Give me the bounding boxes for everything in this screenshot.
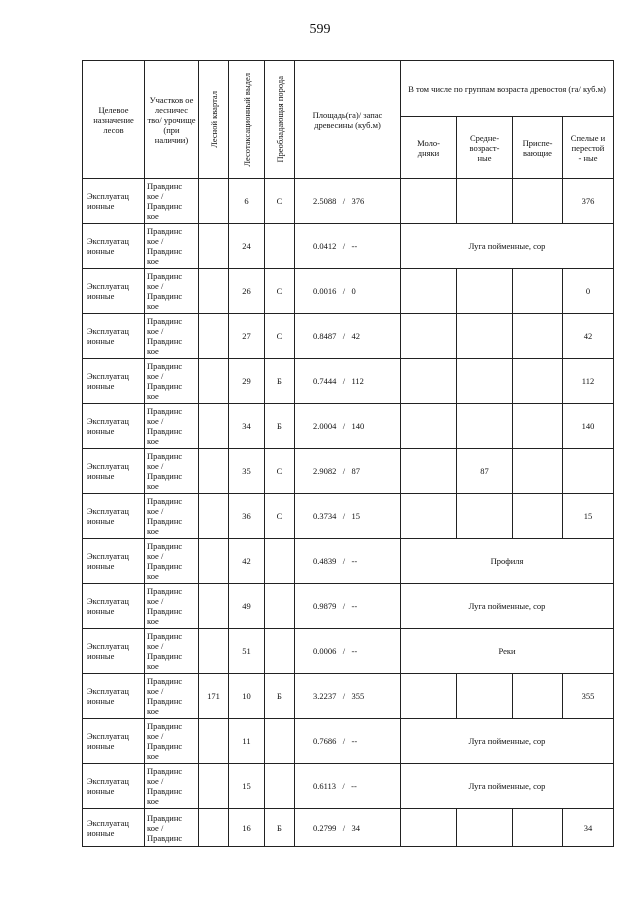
cell-middle [457,494,513,539]
cell-allotment: 26 [229,269,265,314]
cell-maturing [513,674,563,719]
cell-area: 0.9879 / -- [295,584,401,629]
header-site: Участков ое лесничес тво/ урочище (при наличии) [145,61,199,179]
cell-area: 0.8487 / 42 [295,314,401,359]
cell-mature: 0 [563,269,614,314]
cell-quarter [199,404,229,449]
cell-mature [563,449,614,494]
cell-middle [457,269,513,314]
cell-site: Правдинс кое / Правдинс кое [145,629,199,674]
cell-age-note: Луга пойменные, сор [401,584,614,629]
header-allotment: Лесотаксационный выдел [241,72,252,167]
cell-area: 3.2237 / 355 [295,674,401,719]
cell-quarter [199,719,229,764]
cell-middle [457,314,513,359]
cell-area: 0.0016 / 0 [295,269,401,314]
cell-maturing [513,179,563,224]
cell-site: Правдинс кое / Правдинс кое [145,224,199,269]
cell-young [401,314,457,359]
table-row [83,809,614,847]
cell-middle [457,179,513,224]
cell-young [401,404,457,449]
cell-site: Правдинс кое / Правдинс кое [145,719,199,764]
cell-maturing [513,449,563,494]
table-row [83,269,614,314]
cell-young [401,359,457,404]
header-purpose: Целевое назначение лесов [83,61,145,179]
cell-allotment: 51 [229,629,265,674]
cell-middle [457,674,513,719]
cell-allotment: 34 [229,404,265,449]
cell-middle: 87 [457,449,513,494]
cell-purpose: Эксплуатац ионные [83,674,145,719]
cell-quarter [199,179,229,224]
cell-mature: 112 [563,359,614,404]
cell-allotment: 29 [229,359,265,404]
cell-allotment: 36 [229,494,265,539]
cell-area: 0.0006 / -- [295,629,401,674]
header-species: Преобладающая порода [274,76,285,163]
cell-purpose: Эксплуатац ионные [83,449,145,494]
cell-species [265,719,295,764]
cell-species: С [265,494,295,539]
cell-site: Правдинс кое / Правдинс кое [145,584,199,629]
cell-site: Правдинс кое / Правдинс кое [145,494,199,539]
cell-mature: 34 [563,809,614,847]
cell-maturing [513,314,563,359]
cell-species: Б [265,404,295,449]
cell-species [265,539,295,584]
cell-allotment: 24 [229,224,265,269]
cell-area: 0.0412 / -- [295,224,401,269]
cell-middle [457,809,513,847]
header-area: Площадь(га)/ запас древесины (куб.м) [295,61,401,179]
table-row [83,404,614,449]
cell-maturing [513,359,563,404]
cell-age-note: Луга пойменные, сор [401,224,614,269]
cell-site: Правдинс кое / Правдинс кое [145,314,199,359]
cell-age-note: Реки [401,629,614,674]
cell-purpose: Эксплуатац ионные [83,764,145,809]
cell-quarter [199,539,229,584]
header-mature: Спелые и перестой - ные [563,117,614,179]
cell-maturing [513,269,563,314]
cell-quarter [199,494,229,539]
cell-purpose: Эксплуатац ионные [83,269,145,314]
cell-site: Правдинс кое / Правдинс кое [145,539,199,584]
header-middle: Средне- возраст- ные [457,117,513,179]
cell-area: 2.0004 / 140 [295,404,401,449]
cell-maturing [513,404,563,449]
table-row [83,764,614,809]
header-maturing: Приспе- вающие [513,117,563,179]
cell-purpose: Эксплуатац ионные [83,809,145,847]
cell-quarter [199,224,229,269]
header-age-groups: В том числе по группам возраста древостоя (га/ куб.м) [401,61,614,117]
cell-middle [457,359,513,404]
cell-purpose: Эксплуатац ионные [83,494,145,539]
table-row [83,674,614,719]
table-row [83,539,614,584]
cell-mature: 376 [563,179,614,224]
cell-purpose: Эксплуатац ионные [83,359,145,404]
table-row [83,494,614,539]
cell-species: С [265,269,295,314]
cell-quarter [199,584,229,629]
cell-young [401,269,457,314]
cell-species: Б [265,674,295,719]
cell-allotment: 6 [229,179,265,224]
cell-area: 0.4839 / -- [295,539,401,584]
header-young: Моло- дняки [401,117,457,179]
cell-young [401,494,457,539]
cell-allotment: 16 [229,809,265,847]
table-row [83,719,614,764]
cell-site: Правдинс кое / Правдинс кое [145,764,199,809]
cell-species [265,764,295,809]
cell-allotment: 15 [229,764,265,809]
cell-young [401,449,457,494]
cell-site: Правдинс кое / Правдинс кое [145,449,199,494]
cell-quarter [199,449,229,494]
cell-mature: 355 [563,674,614,719]
header-quarter: Лесной квартал [208,91,219,148]
cell-allotment: 35 [229,449,265,494]
cell-area: 0.2799 / 34 [295,809,401,847]
cell-quarter [199,809,229,847]
cell-site: Правдинс кое / Правдинс кое [145,179,199,224]
cell-allotment: 10 [229,674,265,719]
cell-allotment: 11 [229,719,265,764]
cell-purpose: Эксплуатац ионные [83,629,145,674]
cell-area: 0.3734 / 15 [295,494,401,539]
page-number: 599 [309,22,331,37]
cell-quarter [199,764,229,809]
cell-species: Б [265,359,295,404]
cell-maturing [513,809,563,847]
table-row [83,314,614,359]
table-row [83,179,614,224]
cell-quarter: 171 [199,674,229,719]
cell-purpose: Эксплуатац ионные [83,179,145,224]
cell-site: Правдинс кое / Правдинс кое [145,269,199,314]
table-row [83,629,614,674]
table-row [83,584,614,629]
cell-species: Б [265,809,295,847]
cell-quarter [199,269,229,314]
cell-species: С [265,179,295,224]
cell-purpose: Эксплуатац ионные [83,404,145,449]
forest-table [82,60,614,847]
cell-purpose: Эксплуатац ионные [83,224,145,269]
cell-species [265,224,295,269]
cell-site: Правдинс кое / Правдинс кое [145,674,199,719]
cell-species: С [265,314,295,359]
cell-species [265,629,295,674]
cell-age-note: Луга пойменные, сор [401,719,614,764]
cell-mature: 42 [563,314,614,359]
cell-species [265,584,295,629]
cell-maturing [513,494,563,539]
cell-purpose: Эксплуатац ионные [83,539,145,584]
table-row [83,224,614,269]
cell-site: Правдинс кое / Правдинс кое [145,404,199,449]
cell-age-note: Профиля [401,539,614,584]
table-row [83,359,614,404]
cell-young [401,179,457,224]
cell-young [401,809,457,847]
cell-allotment: 27 [229,314,265,359]
cell-area: 2.5088 / 376 [295,179,401,224]
cell-mature: 140 [563,404,614,449]
cell-allotment: 42 [229,539,265,584]
table-row [83,449,614,494]
cell-purpose: Эксплуатац ионные [83,584,145,629]
cell-site: Правдинс кое / Правдинс [145,809,199,847]
cell-quarter [199,359,229,404]
cell-area: 0.6113 / -- [295,764,401,809]
cell-purpose: Эксплуатац ионные [83,314,145,359]
cell-area: 0.7686 / -- [295,719,401,764]
cell-middle [457,404,513,449]
cell-area: 0.7444 / 112 [295,359,401,404]
cell-site: Правдинс кое / Правдинс кое [145,359,199,404]
cell-mature: 15 [563,494,614,539]
cell-species: С [265,449,295,494]
cell-purpose: Эксплуатац ионные [83,719,145,764]
cell-area: 2.9082 / 87 [295,449,401,494]
cell-young [401,674,457,719]
cell-allotment: 49 [229,584,265,629]
cell-quarter [199,629,229,674]
cell-age-note: Луга пойменные, сор [401,764,614,809]
cell-quarter [199,314,229,359]
